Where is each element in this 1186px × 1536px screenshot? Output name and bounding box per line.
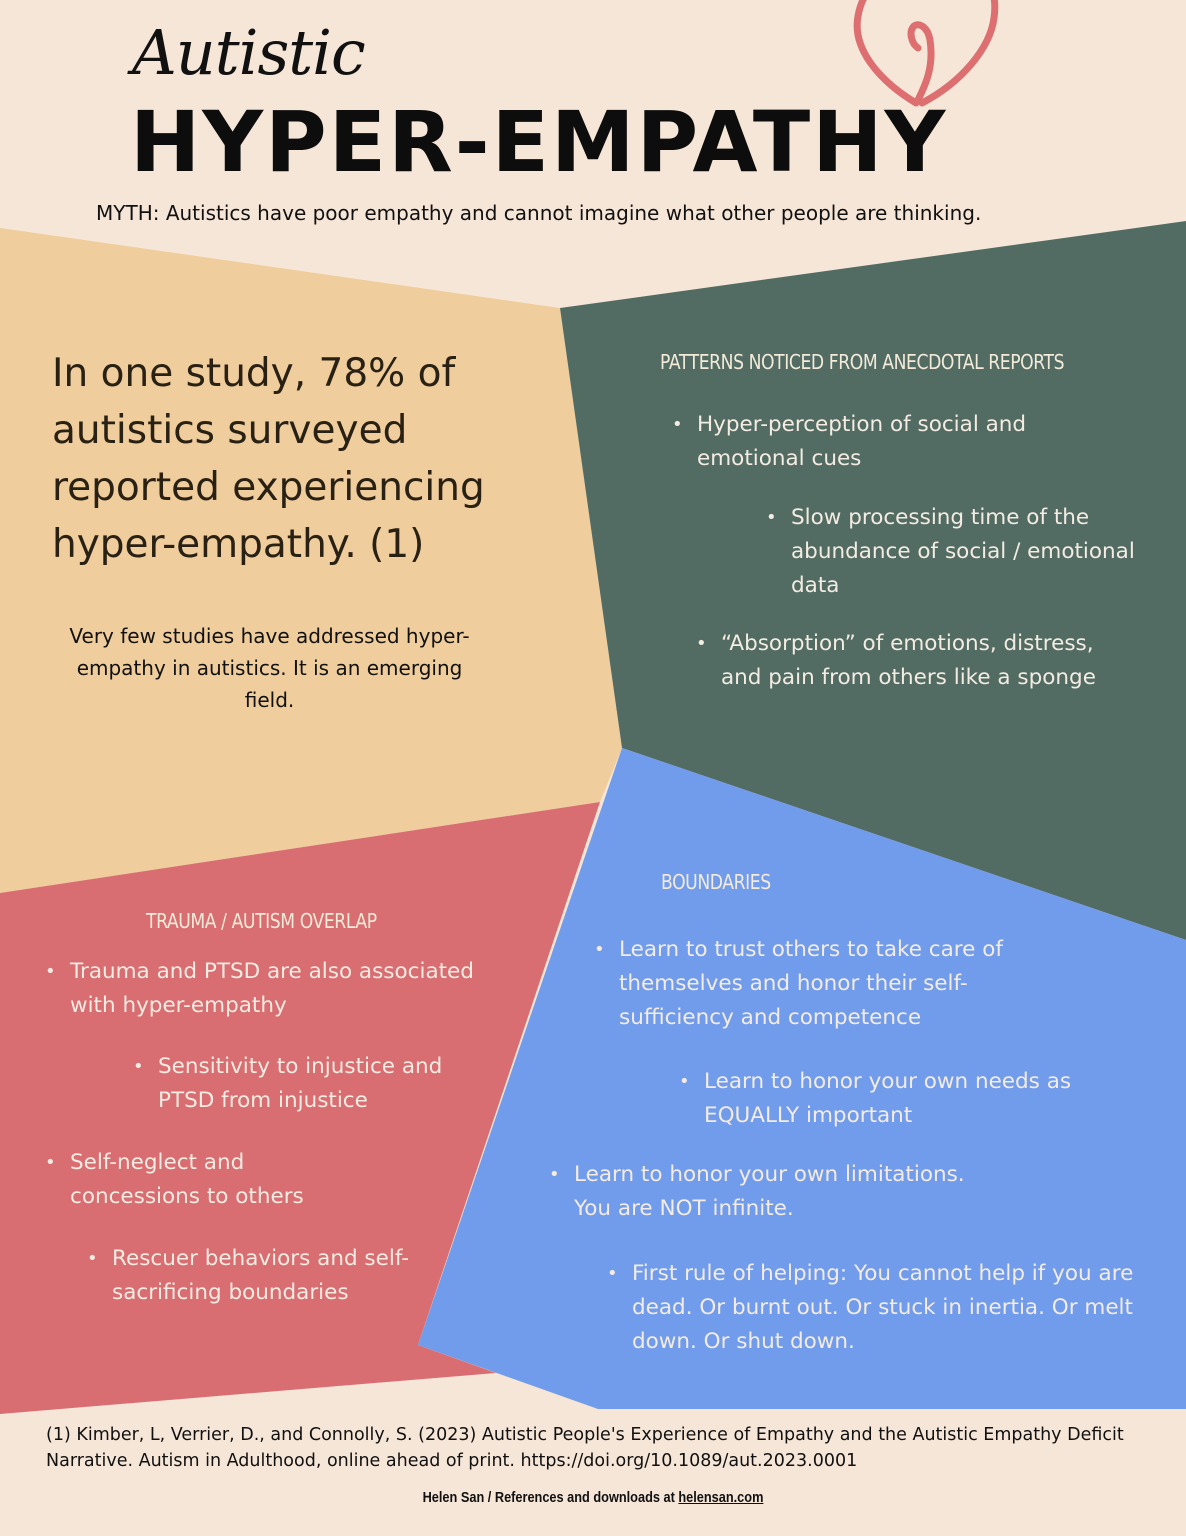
myth-statement: MYTH: Autistics have poor empathy and cannot imagine what other people are thinking. (96, 201, 982, 225)
boundaries-item: • Learn to honor your own limitations. You are NOT infinite. (574, 1158, 1004, 1226)
study-headline: In one study, 78% of autistics surveyed reported experiencing hyper-empathy. (1) (52, 351, 485, 567)
page-title: HYPER-EMPATHY (130, 93, 948, 191)
boundaries-item: • Learn to trust others to take care of themselves and honor their self-sufficiency and competence (619, 933, 1069, 1035)
boundaries-heading: BOUNDARIES (661, 870, 771, 894)
footer (89, 1489, 1097, 1506)
patterns-heading: PATTERNS NOTICED FROM ANECDOTAL REPORTS (660, 350, 1065, 374)
patterns-item: • Hyper-perception of social and emotional cues (697, 408, 1097, 476)
footer-link[interactable]: helensan.com (678, 1489, 764, 1506)
patterns-item: • Slow processing time of the abundance of social / emotional data (791, 501, 1151, 603)
trauma-heading: TRAUMA / AUTISM OVERLAP (146, 909, 377, 933)
trauma-item: • Sensitivity to injustice and PTSD from injustice (158, 1050, 498, 1118)
boundaries-item: • Learn to honor your own needs as EQUALLY important (704, 1065, 1104, 1133)
study-note: Very few studies have addressed hyper-empathy in autistics. It is an emerging field. (69, 624, 470, 712)
heart-icon (857, 0, 995, 103)
boundaries-item: • First rule of helping: You cannot help if you are dead. Or burnt out. Or stuck in inertia. Or melt down. Or shut down. (632, 1257, 1137, 1359)
footer-text: Helen San / References and downloads at (422, 1489, 679, 1506)
patterns-item: • “Absorption” of emotions, distress, and pain from others like a sponge (721, 627, 1111, 695)
reference-citation: (1) Kimber, L, Verrier, D., and Connolly, S. (2023) Autistic People's Experience of Empathy and the Autistic Empathy Deficit Narrative. Autism in Adulthood, online ahead of print. https://doi.org/10.1089/aut.2023.0001 (46, 1425, 1124, 1471)
trauma-item: • Self-neglect and concessions to others (70, 1146, 360, 1214)
trauma-item: • Trauma and PTSD are also associated with hyper-empathy (70, 955, 490, 1023)
trauma-item: • Rescuer behaviors and self-sacrificing boundaries (112, 1242, 412, 1310)
title-script: Autistic (132, 16, 365, 89)
